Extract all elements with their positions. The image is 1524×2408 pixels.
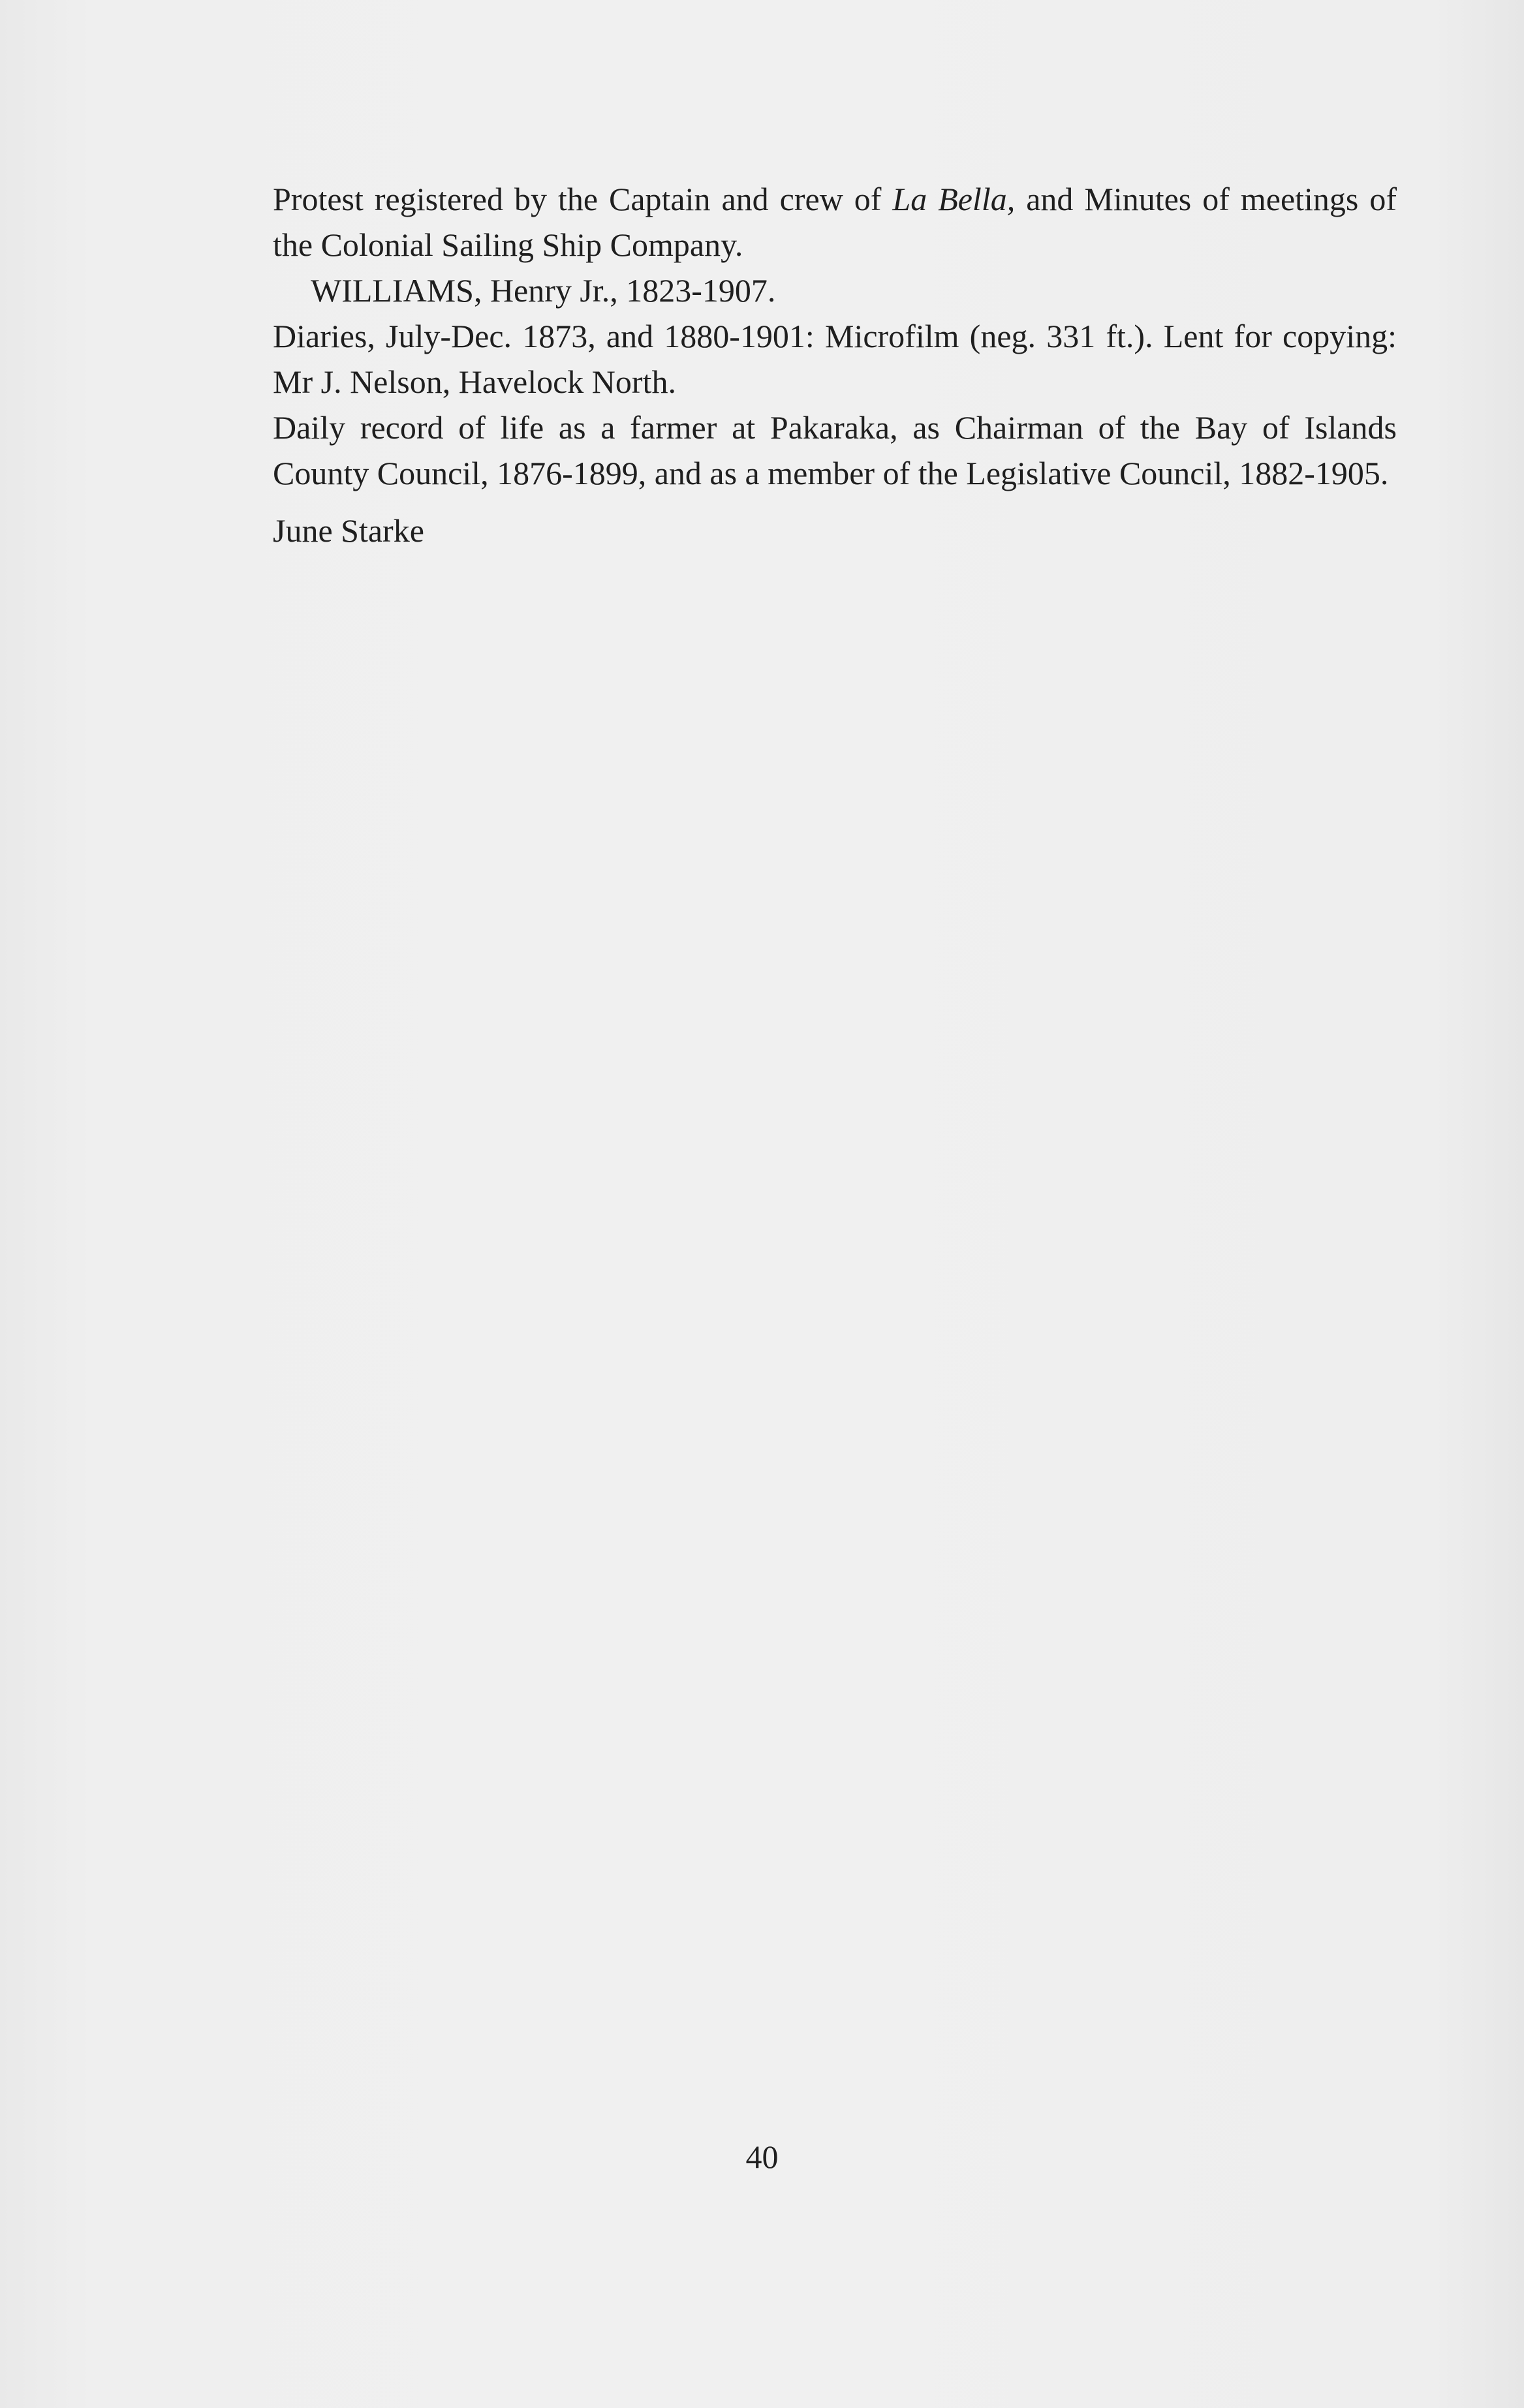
document-body xyxy=(273,176,1397,553)
page-number: 40 xyxy=(745,2138,779,2175)
author-signature: June Starke xyxy=(273,512,424,549)
entry-description: Diaries, July-Dec. 1873, and 1880-1901: Microfilm (neg. 331 ft.). Lent for copying: Mr J. Nelson, Havelock North. xyxy=(273,318,1397,400)
protest-text-start: Protest registered by the Captain and crew of xyxy=(273,181,893,217)
entry-notes: Daily record of life as a farmer at Pakaraka, as Chairman of the Bay of Islands County Council, 1876-1899, and as a member of the Legislative Council, 1882-1905. xyxy=(273,409,1397,491)
entry-heading: WILLIAMS, Henry Jr., 1823-1907. xyxy=(311,272,776,309)
protest-text-end: and Minutes of meetings of the Colonial Sailing Ship Company. xyxy=(273,181,1397,263)
protest-paragraph xyxy=(273,176,1397,268)
ship-name: La Bella, xyxy=(892,181,1016,217)
